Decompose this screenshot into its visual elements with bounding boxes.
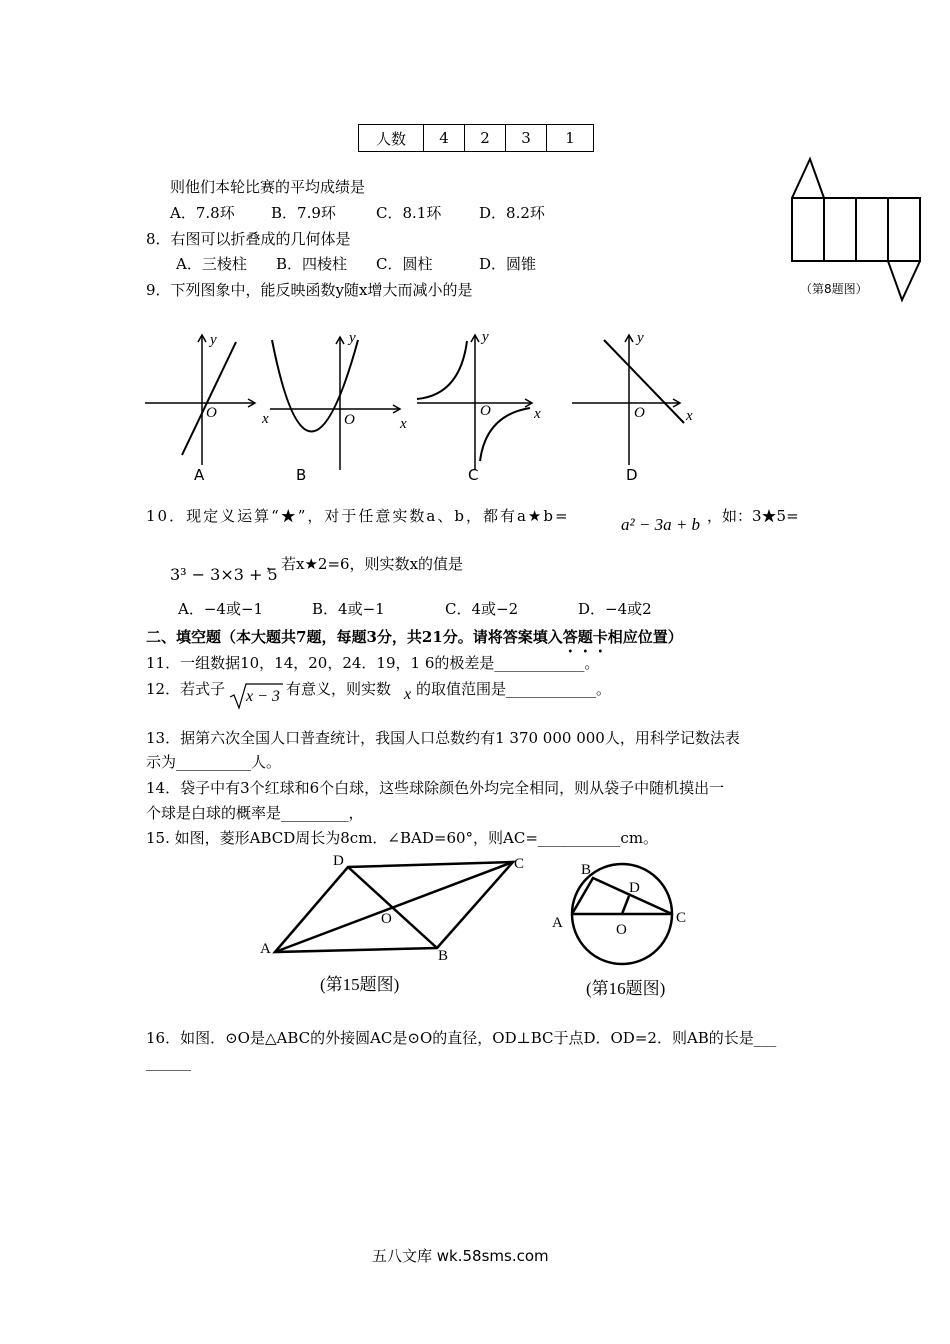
- table-cell: 3: [506, 125, 547, 152]
- graph-c-x-label: x: [534, 406, 541, 422]
- q15-point-o: O: [381, 911, 392, 927]
- q10-line1: 10．现定义运算“★”，对于任意实数a、b，都有a★b=: [146, 507, 570, 525]
- q15-text: 15. 如图，菱形ABCD周长为8cm．∠BAD=60°，则AC=___________cm。: [146, 829, 659, 847]
- graph-b-x-label: x: [262, 411, 269, 427]
- table-cell: 4: [424, 125, 465, 152]
- q9-stem: 9．下列图象中，能反映函数y随x增大而减小的是: [146, 281, 473, 299]
- q14-line2: 个球是白球的概率是_________，: [146, 804, 364, 822]
- q14-line1: 14．袋子中有3个红球和6个白球，这些球除颜色外均完全相同，则从袋子中随机摸出一: [146, 779, 725, 797]
- q7-option-b: B．7.9环: [271, 204, 336, 222]
- section2-title-pre: 二、填空题（本大题共7题，每题3分，共21分。请将答案填入: [146, 628, 563, 646]
- graph-b-y-label: y: [349, 330, 356, 346]
- q12-pre: 12．若式子: [146, 680, 226, 698]
- table-row: [359, 125, 594, 152]
- q8-option-d: D．圆锥: [479, 255, 537, 273]
- graph-a-origin: O: [206, 405, 217, 421]
- graph-b-origin: O: [344, 412, 355, 428]
- graph-d-label: D: [626, 466, 638, 484]
- q15-rhombus-figure: [255, 845, 545, 965]
- q10-option-c: C．4或−2: [445, 600, 519, 618]
- q12-mid: 有意义，则实数: [286, 680, 392, 698]
- q16-figure-caption: (第16题图): [586, 979, 666, 998]
- q15-point-c: C: [514, 856, 525, 872]
- q8-figure-caption: （第8题图）: [800, 282, 868, 296]
- q10-option-a: A．−4或−1: [178, 600, 264, 618]
- graph-c-label: C: [468, 466, 479, 484]
- q7-stem: 则他们本轮比赛的平均成绩是: [170, 178, 366, 196]
- graph-b: [260, 325, 410, 470]
- q12-var: x: [404, 686, 412, 703]
- section2-title-post: 相应位置）: [607, 628, 683, 646]
- q10-line1-post: ，如：3★5=: [707, 507, 799, 525]
- table-cell: 2: [465, 125, 506, 152]
- graph-a-label: A: [194, 466, 205, 484]
- q16-point-c: C: [676, 910, 687, 926]
- q7-option-c: C．8.1环: [376, 204, 442, 222]
- q16-line1: 16．如图．⊙O是△ABC的外接圆AC是⊙O的直径，OD⊥BC于点D．OD=2．则AB的长是___: [146, 1029, 777, 1047]
- graph-d-origin: O: [634, 405, 645, 421]
- q13-line2: 示为__________人。: [146, 753, 282, 771]
- q11-text: 11．一组数据10，14，20，24．19，1 6的极差是____________。: [146, 654, 600, 672]
- graph-d-y-label: y: [637, 330, 644, 346]
- graph-b-x-label-2: x: [400, 416, 407, 432]
- q16-point-b: B: [581, 862, 592, 878]
- q16-circle-figure: [545, 850, 705, 950]
- table-cell: 1: [547, 125, 594, 152]
- q10-option-d: D．−4或2: [578, 600, 652, 618]
- q15-figure-caption: (第15题图): [320, 975, 400, 994]
- q16-point-d: D: [629, 880, 640, 896]
- graph-d-x-label: x: [686, 408, 693, 424]
- q7-option-d: D．8.2环: [479, 204, 545, 222]
- q8-stem: 8．右图可以折叠成的几何体是: [146, 230, 351, 248]
- footer-watermark: 五八文库 wk.58sms.com: [372, 1247, 549, 1265]
- graph-c-y-label: y: [482, 329, 489, 345]
- section2-title-dotted: 答题卡: [562, 628, 608, 646]
- q16-point-a: A: [552, 915, 563, 931]
- q8-option-c: C．圆柱: [376, 255, 433, 273]
- graph-a-y-label: y: [210, 332, 217, 348]
- q13-line1: 13．据第六次全国人口普查统计，我国人口总数约有1 370 000 000人，用科学记数法表: [146, 729, 740, 747]
- q10-option-b: B．4或−1: [312, 600, 385, 618]
- q10-example: 3³ − 3×3 + 5: [170, 565, 278, 584]
- graph-a: [140, 325, 260, 470]
- graph-c-origin: O: [480, 403, 491, 419]
- table-header-cell: 人数: [359, 125, 424, 152]
- q8-option-b: B．四棱柱: [276, 255, 348, 273]
- graph-c: [412, 325, 552, 470]
- score-table: [358, 124, 594, 152]
- q12-post: 的取值范围是____________。: [416, 680, 612, 698]
- q10-line2: ，若x★2=6，则实数x的值是: [266, 555, 464, 573]
- q12-radical: x − 3: [246, 688, 280, 705]
- q15-point-a: A: [260, 941, 271, 957]
- q15-point-b: B: [438, 948, 449, 964]
- q16-line2: ______: [146, 1053, 191, 1071]
- q7-option-a: A．7.8环: [170, 204, 235, 222]
- q16-point-o: O: [616, 922, 627, 938]
- q8-option-a: A．三棱柱: [176, 255, 247, 273]
- q15-point-d: D: [333, 853, 344, 869]
- graph-b-label: B: [296, 466, 307, 484]
- q10-formula: a² − 3a + b: [621, 515, 701, 534]
- graph-d: [568, 325, 708, 470]
